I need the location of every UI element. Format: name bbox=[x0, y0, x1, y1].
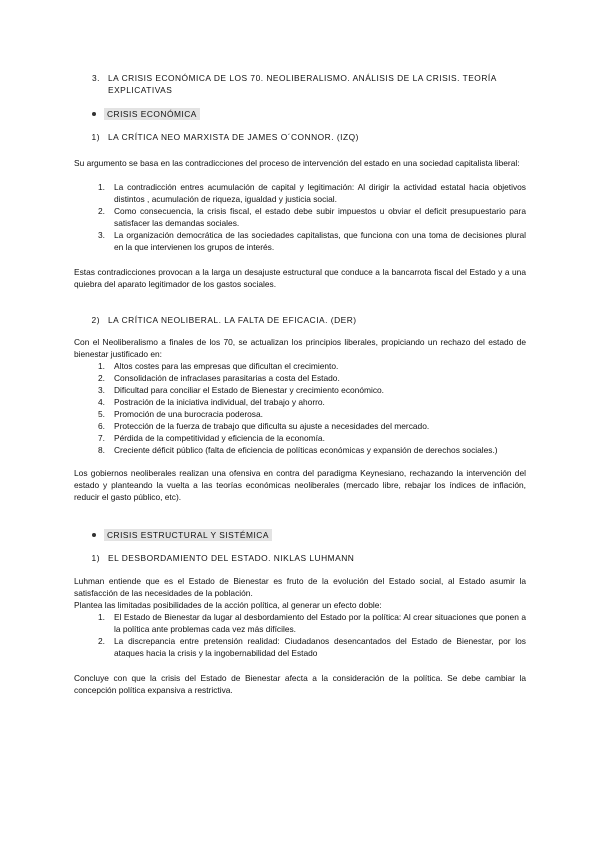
subheading-luhmann bbox=[74, 552, 526, 564]
section-3-number: 3. bbox=[92, 73, 100, 83]
list-item-text: Consolidación de infraclases parasitarias a costa del Estado. bbox=[114, 373, 340, 383]
section-3-heading bbox=[74, 72, 526, 96]
list-item-text: La contradicción entres acumulación de capital y legitimación: Al dirigir la actividad estatal hacia objetivos distintos , acumulación de riqueza, igualdad y justicia social. bbox=[114, 182, 526, 204]
list-item bbox=[74, 408, 526, 420]
list-item bbox=[74, 384, 526, 396]
list-item-number: 8. bbox=[98, 445, 105, 455]
list-item-text: Altos costes para las empresas que dificultan el crecimiento. bbox=[114, 361, 339, 371]
list-item-text: Creciente déficit público (falta de eficiencia de políticas económicas y expansión de derechos sociales.) bbox=[114, 445, 498, 455]
section-3-title: LA CRISIS ECONÓMICA DE LOS 70. NEOLIBERALISMO. ANÁLISIS DE LA CRISIS. TEORÍA EXPLICATIVAS bbox=[108, 73, 497, 95]
list-justificaciones bbox=[74, 360, 526, 456]
list-item-number: 3. bbox=[98, 385, 105, 395]
list-item-number: 2. bbox=[98, 636, 105, 646]
list-item bbox=[74, 635, 526, 659]
list-item-text: Como consecuencia, la crisis fiscal, el estado debe subir impuestos u obviar el deficit presupuestario para satisfacer las demandas sociales. bbox=[114, 206, 526, 228]
list-efecto-doble bbox=[74, 611, 526, 659]
list-item bbox=[74, 420, 526, 432]
subheading-title: LA CRÍTICA NEO MARXISTA DE JAMES O´CONNOR. (IZQ) bbox=[108, 132, 359, 142]
paragraph-argumento: Su argumento se basa en las contradicciones del proceso de intervención del estado en una sociedad capitalista liberal: bbox=[74, 158, 520, 168]
list-contradicciones bbox=[74, 181, 526, 253]
list-item bbox=[74, 444, 526, 456]
list-item-text: La organización democrática de las sociedades capitalistas, que funciona con una toma de decisiones plural en la que intervienen los grupos de interés. bbox=[114, 230, 526, 252]
list-item-text: Postración de la iniciativa individual, del trabajo y ahorro. bbox=[114, 397, 325, 407]
subheading-title: EL DESBORDAMIENTO DEL ESTADO. NIKLAS LUHMANN bbox=[108, 553, 355, 563]
list-item-number: 3. bbox=[98, 230, 105, 240]
list-item-number: 2. bbox=[98, 373, 105, 383]
paragraph-concluye: Concluye con que la crisis del Estado de Bienestar afecta a la consideración de la política. Se debe cambiar la concepción política expansiva a restrictiva. bbox=[74, 673, 526, 695]
list-item-number: 6. bbox=[98, 421, 105, 431]
bullet-heading-text: CRISIS ESTRUCTURAL Y SISTÉMICA bbox=[104, 529, 272, 541]
list-item-text: Dificultad para conciliar el Estado de Bienestar y crecimiento económico. bbox=[114, 385, 384, 395]
list-item-number: 1. bbox=[98, 612, 105, 622]
subheading-number: 2) bbox=[91, 315, 100, 325]
list-item-text: Pérdida de la competitividad y eficiencia de la economía. bbox=[114, 433, 325, 443]
list-item bbox=[74, 205, 526, 229]
bullet-icon bbox=[92, 533, 96, 537]
list-item-number: 5. bbox=[98, 409, 105, 419]
paragraph-neoliberalismo: Con el Neoliberalismo a finales de los 70, se actualizan los principios liberales, propiciando un rechazo del estado de bienestar justificado en: bbox=[74, 337, 526, 359]
subheading-title: LA CRÍTICA NEOLIBERAL. LA FALTA DE EFICACIA. (DER) bbox=[108, 315, 357, 325]
list-item-text: La discrepancia entre pretensión realidad: Ciudadanos desencantados del Estado de Bienestar, por los ataques hacia la crisis y la ingobernabilidad del Estado bbox=[114, 636, 526, 658]
list-item-number: 2. bbox=[98, 206, 105, 216]
bullet-heading-text: CRISIS ECONÓMICA bbox=[104, 108, 200, 120]
list-item-text: Protección de la fuerza de trabajo que dificulta su ajuste a necesidades del mercado. bbox=[114, 421, 430, 431]
paragraph-luhman: Luhman entiende que es el Estado de Bienestar es fruto de la evolución del Estado social, al Estado asumir la satisfacción de las necesidades de la población. bbox=[74, 576, 526, 598]
subheading-oconnor bbox=[74, 131, 526, 143]
list-item-number: 7. bbox=[98, 433, 105, 443]
list-item bbox=[74, 432, 526, 444]
bullet-icon bbox=[92, 112, 96, 116]
bullet-heading-crisis-estructural bbox=[74, 529, 526, 541]
list-item bbox=[74, 360, 526, 372]
bullet-heading-crisis-economica bbox=[74, 108, 526, 120]
list-item-number: 1. bbox=[98, 361, 105, 371]
paragraph-gobiernos: Los gobiernos neoliberales realizan una ofensiva en contra del paradigma Keynesiano, rechazando la intervención del estado y planteando la vuelta a las teorías económicas neoliberales (mercado libre, rebajar los índices de inflación, reducir el gasto público, etc). bbox=[74, 468, 526, 502]
list-item bbox=[74, 396, 526, 408]
list-item bbox=[74, 372, 526, 384]
subheading-number: 1) bbox=[91, 553, 100, 563]
list-item-text: El Estado de Bienestar da lugar al desbordamiento del Estado por la política: Al crear situaciones que ponen a la política ante problemas cada vez más difíciles. bbox=[114, 612, 526, 634]
subheading-neoliberal bbox=[74, 314, 526, 326]
subheading-number: 1) bbox=[91, 132, 100, 142]
paragraph-contradicciones: Estas contradicciones provocan a la larga un desajuste estructural que conduce a la bancarrota fiscal del Estado y a una quiebra del aparato legitimador de los gastos sociales. bbox=[74, 267, 526, 289]
list-item-text: Promoción de una burocracia poderosa. bbox=[114, 409, 263, 419]
list-item bbox=[74, 611, 526, 635]
list-item bbox=[74, 229, 526, 253]
list-item bbox=[74, 181, 526, 205]
list-item-number: 1. bbox=[98, 182, 105, 192]
paragraph-plantea: Plantea las limitadas posibilidades de la acción política, al generar un efecto doble: bbox=[74, 600, 382, 610]
list-item-number: 4. bbox=[98, 397, 105, 407]
